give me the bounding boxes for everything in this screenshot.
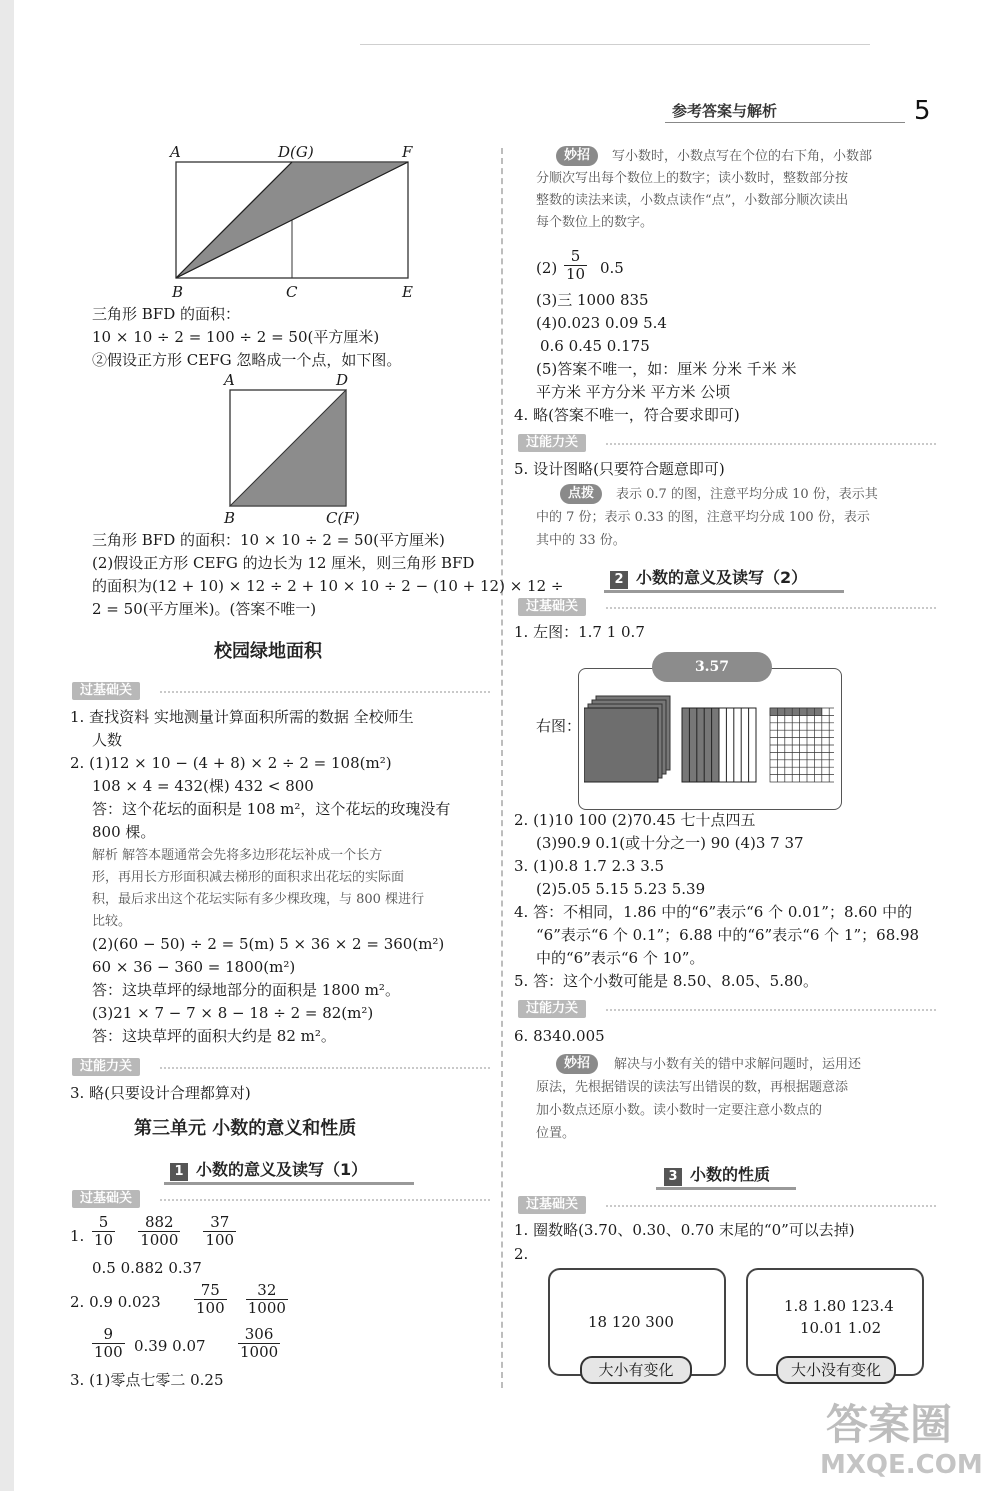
text-line: (4)0.023 0.09 5.4 [536,314,667,332]
fraction: $\frac{306}{1000}$ [240,1325,279,1361]
lesson-title: 小数的意义及读写（1） [196,1160,368,1179]
watermark-url: MXQE.COM [820,1450,983,1480]
analysis-line: 比较。 [92,914,132,929]
text-line: 1. 左图：1.7 1 0.7 [514,623,645,641]
text-line: 5. 设计图略(只要符合题意即可) [514,460,725,478]
header-rule [360,44,870,45]
text-line: 1. 查找资料 实地测量计算面积所需的数据 全校师生 [70,708,414,726]
text-line: 10 × 10 ÷ 2 = 100 ÷ 2 = 50(平方厘米) [92,328,380,346]
lesson-number: 1 [170,1163,188,1181]
text-line: (2)假设正方形 CEFG 的边长为 12 厘米，则三角形 BFD [92,554,475,572]
text-line: 0.5 0.882 0.37 [92,1259,202,1277]
text-line: 0.39 0.07 [134,1337,206,1355]
fig1-label-e: E [402,283,413,301]
text-line: 0.5 [600,259,624,277]
text-line: 60 × 36 − 360 = 1800(m²) [92,958,296,976]
box-content: 18 120 300 [588,1313,674,1331]
page-number: 5 [914,96,931,126]
geometry-figure-1 [160,140,430,300]
analysis-line: 形，再用长方形面积减去梯形的面积求出花坛的实际面 [92,870,405,885]
text-line: 2. (1)12 × 10 − (4 + 8) × 2 ÷ 2 = 108(m²) [70,754,392,772]
text-line: 4. 答：不相同，1.86 中的“6”表示“6 个 0.01”；8.60 中的 [514,903,913,921]
lesson-heading-3 [664,1162,770,1186]
analysis-line: 积，最后求出这个花坛实际有多少棵玫瑰，与 800 棵进行 [92,892,425,907]
text-line: 3. (1)0.8 1.7 2.3 3.5 [514,857,665,875]
place-value-blocks [584,694,834,786]
tip-badge: 点拨 [560,484,602,504]
fraction: $\frac{9}{100}$ [94,1325,123,1361]
text-line: ②假设正方形 CEFG 忽略成一个点，如下图。 [92,351,402,369]
fraction: $\frac{75}{100}$ [196,1281,225,1317]
column-divider [501,148,503,1388]
text-line: (5)答案不唯一，如：厘米 分米 千米 米 [536,360,797,378]
tip-line: 解决与小数有关的错中求解问题时，运用还 [614,1057,862,1072]
fig2-label-c: C(F) [326,509,360,527]
lesson-underline [604,590,844,593]
badge-rule [160,1067,490,1069]
badge-basic: 过基础关 [518,598,586,616]
text-line: 800 棵。 [92,823,156,841]
value-pill: 3.57 [652,652,772,682]
answer-prefix: (2) [536,259,558,277]
tip-line: 位置。 [536,1126,576,1141]
badge-basic: 过基础关 [72,682,140,700]
badge-basic: 过基础关 [518,1196,586,1214]
badge-basic: 过基础关 [72,1190,140,1208]
text-line: 答：这个花坛的面积是 108 m²，这个花坛的玫瑰没有 [92,800,451,818]
tip-line: 中的 7 份；表示 0.33 的图，注意平均分成 100 份，表示 [536,510,870,525]
fig1-label-d: D(G) [278,143,314,161]
text-line: (2)(60 − 50) ÷ 2 = 5(m) 5 × 36 × 2 = 360(m²) [92,935,445,953]
box-label: 大小有变化 [580,1356,692,1384]
text-line: 人数 [92,731,123,749]
lesson-title: 小数的性质 [690,1165,771,1184]
text-line: 三角形 BFD 的面积： [92,305,240,323]
tip-line: 写小数时，小数点写在个位的右下角，小数部 [612,149,873,164]
text-line: 2 = 50(平方厘米)。(答案不唯一) [92,600,317,618]
text-line: 2. 0.9 0.023 [70,1293,161,1311]
lesson-number: 2 [610,571,628,589]
fig1-label-c: C [286,283,298,301]
text-line: “6”表示“6 个 0.1”；6.88 中的“6”表示“6 个 1”；68.98 [536,926,920,944]
text-line: 3. 略(只要设计合理都算对) [70,1084,251,1102]
text-line: (3)90.9 0.1(或十分之一) 90 (4)3 7 37 [536,834,804,852]
tip-badge: 妙招 [556,146,598,166]
badge-rule [606,607,936,609]
badge-rule [606,1009,936,1011]
text-line: 108 × 4 = 432(棵) 432 < 800 [92,777,314,795]
text-line: 平方米 平方分米 平方米 公顷 [536,383,731,401]
text-line: 2. [514,1245,529,1263]
fig2-label-b: B [224,509,236,527]
watermark-logo: 答案圈 [826,1400,953,1449]
fraction: $\frac{32}{1000}$ [247,1281,286,1317]
header-underline [665,122,905,123]
box-label: 大小没有变化 [776,1356,896,1384]
lesson-underline [656,1187,796,1190]
fig2-label-a: A [224,371,235,389]
tip-badge: 妙招 [556,1054,598,1074]
badge-rule [606,1205,936,1207]
text-line: 1. 圈数略(3.70、0.30、0.70 末尾的“0”可以去掉) [514,1221,855,1239]
lesson-heading-2 [610,565,807,589]
fraction-row [88,1214,240,1249]
text-line: 2. (1)10 100 (2)70.45 七十点四五 [514,811,756,829]
fig2-label-d: D [336,371,349,389]
badge-ability: 过能力关 [72,1058,140,1076]
fig1-label-b: B [172,283,184,301]
lesson-number: 3 [664,1168,682,1186]
unit-title: 第三单元 小数的意义和性质 [134,1118,357,1139]
box-content: 1.8 1.80 123.4 [784,1297,894,1315]
section-title: 校园绿地面积 [214,641,322,662]
text-line: 6. 8340.005 [514,1027,605,1045]
text-line: 的面积为(12 + 10) × 12 ÷ 2 + 10 × 10 ÷ 2 − (10 + 12) × 12 ÷ [92,577,564,595]
fraction: $\frac{882}{1000}$ [140,1213,179,1249]
tip-line: 分顺次写出每个数位上的数字；读小数时，整数部分按 [536,171,849,186]
tip-line: 原法，先根据错误的读法写出错误的数，再根据题意添 [536,1080,849,1095]
tip-line: 整数的读法来读，小数点读作“点”，小数部分顺次读出 [536,193,849,208]
text-line: (2)5.05 5.15 5.23 5.39 [536,880,706,898]
fraction-row [190,1282,292,1317]
text-line: 答：这块草坪的绿地部分的面积是 1800 m²。 [92,981,400,999]
geometry-figure-2 [220,380,360,510]
box-content: 10.01 1.02 [800,1319,882,1337]
text-line: 3. (1)零点七零二 0.25 [70,1371,224,1389]
text-line: 中的“6”表示“6 个 10”。 [536,949,705,967]
badge-rule [160,691,490,693]
figure-label: 右图： [536,717,582,735]
lesson-title: 小数的意义及读写（2） [636,568,808,587]
text-line: 三角形 BFD 的面积：10 × 10 ÷ 2 = 50(平方厘米) [92,531,445,549]
tip-line: 其中的 33 份。 [536,533,626,548]
page-edge [0,0,14,1491]
text-line: 0.6 0.45 0.175 [540,337,650,355]
tip-line: 加小数点还原小数。读小数时一定要注意小数点的 [536,1103,823,1118]
fraction: $\frac{5}{10}$ [94,1213,114,1249]
question-number: 1. [70,1227,85,1245]
text-line: (3)三 1000 835 [536,291,649,309]
tip-line: 每个数位上的数字。 [536,215,654,230]
text-line: (3)21 × 7 − 7 × 8 − 18 ÷ 2 = 82(m²) [92,1004,374,1022]
text-line: 5. 答：这个小数可能是 8.50、8.05、5.80。 [514,972,819,990]
badge-rule [606,443,936,445]
fig1-label-f: F [402,143,413,161]
fraction: $\frac{5}{10}$ [566,247,586,283]
badge-rule [160,1199,490,1201]
badge-ability: 过能力关 [518,1000,586,1018]
lesson-underline [164,1182,414,1185]
text-line: 答：这块草坪的面积大约是 82 m²。 [92,1027,336,1045]
fraction: $\frac{37}{100}$ [205,1213,235,1249]
fig1-label-a: A [170,143,181,161]
analysis-line: 解析 解答本题通常会先将多边形花坛补成一个长方 [92,848,383,863]
text-line: 4. 略(答案不唯一，符合要求即可) [514,406,740,424]
badge-ability: 过能力关 [518,434,586,452]
lesson-heading-1 [170,1157,367,1181]
header-title: 参考答案与解析 [672,102,778,120]
tip-line: 表示 0.7 的图，注意平均分成 10 份，表示其 [616,487,878,502]
